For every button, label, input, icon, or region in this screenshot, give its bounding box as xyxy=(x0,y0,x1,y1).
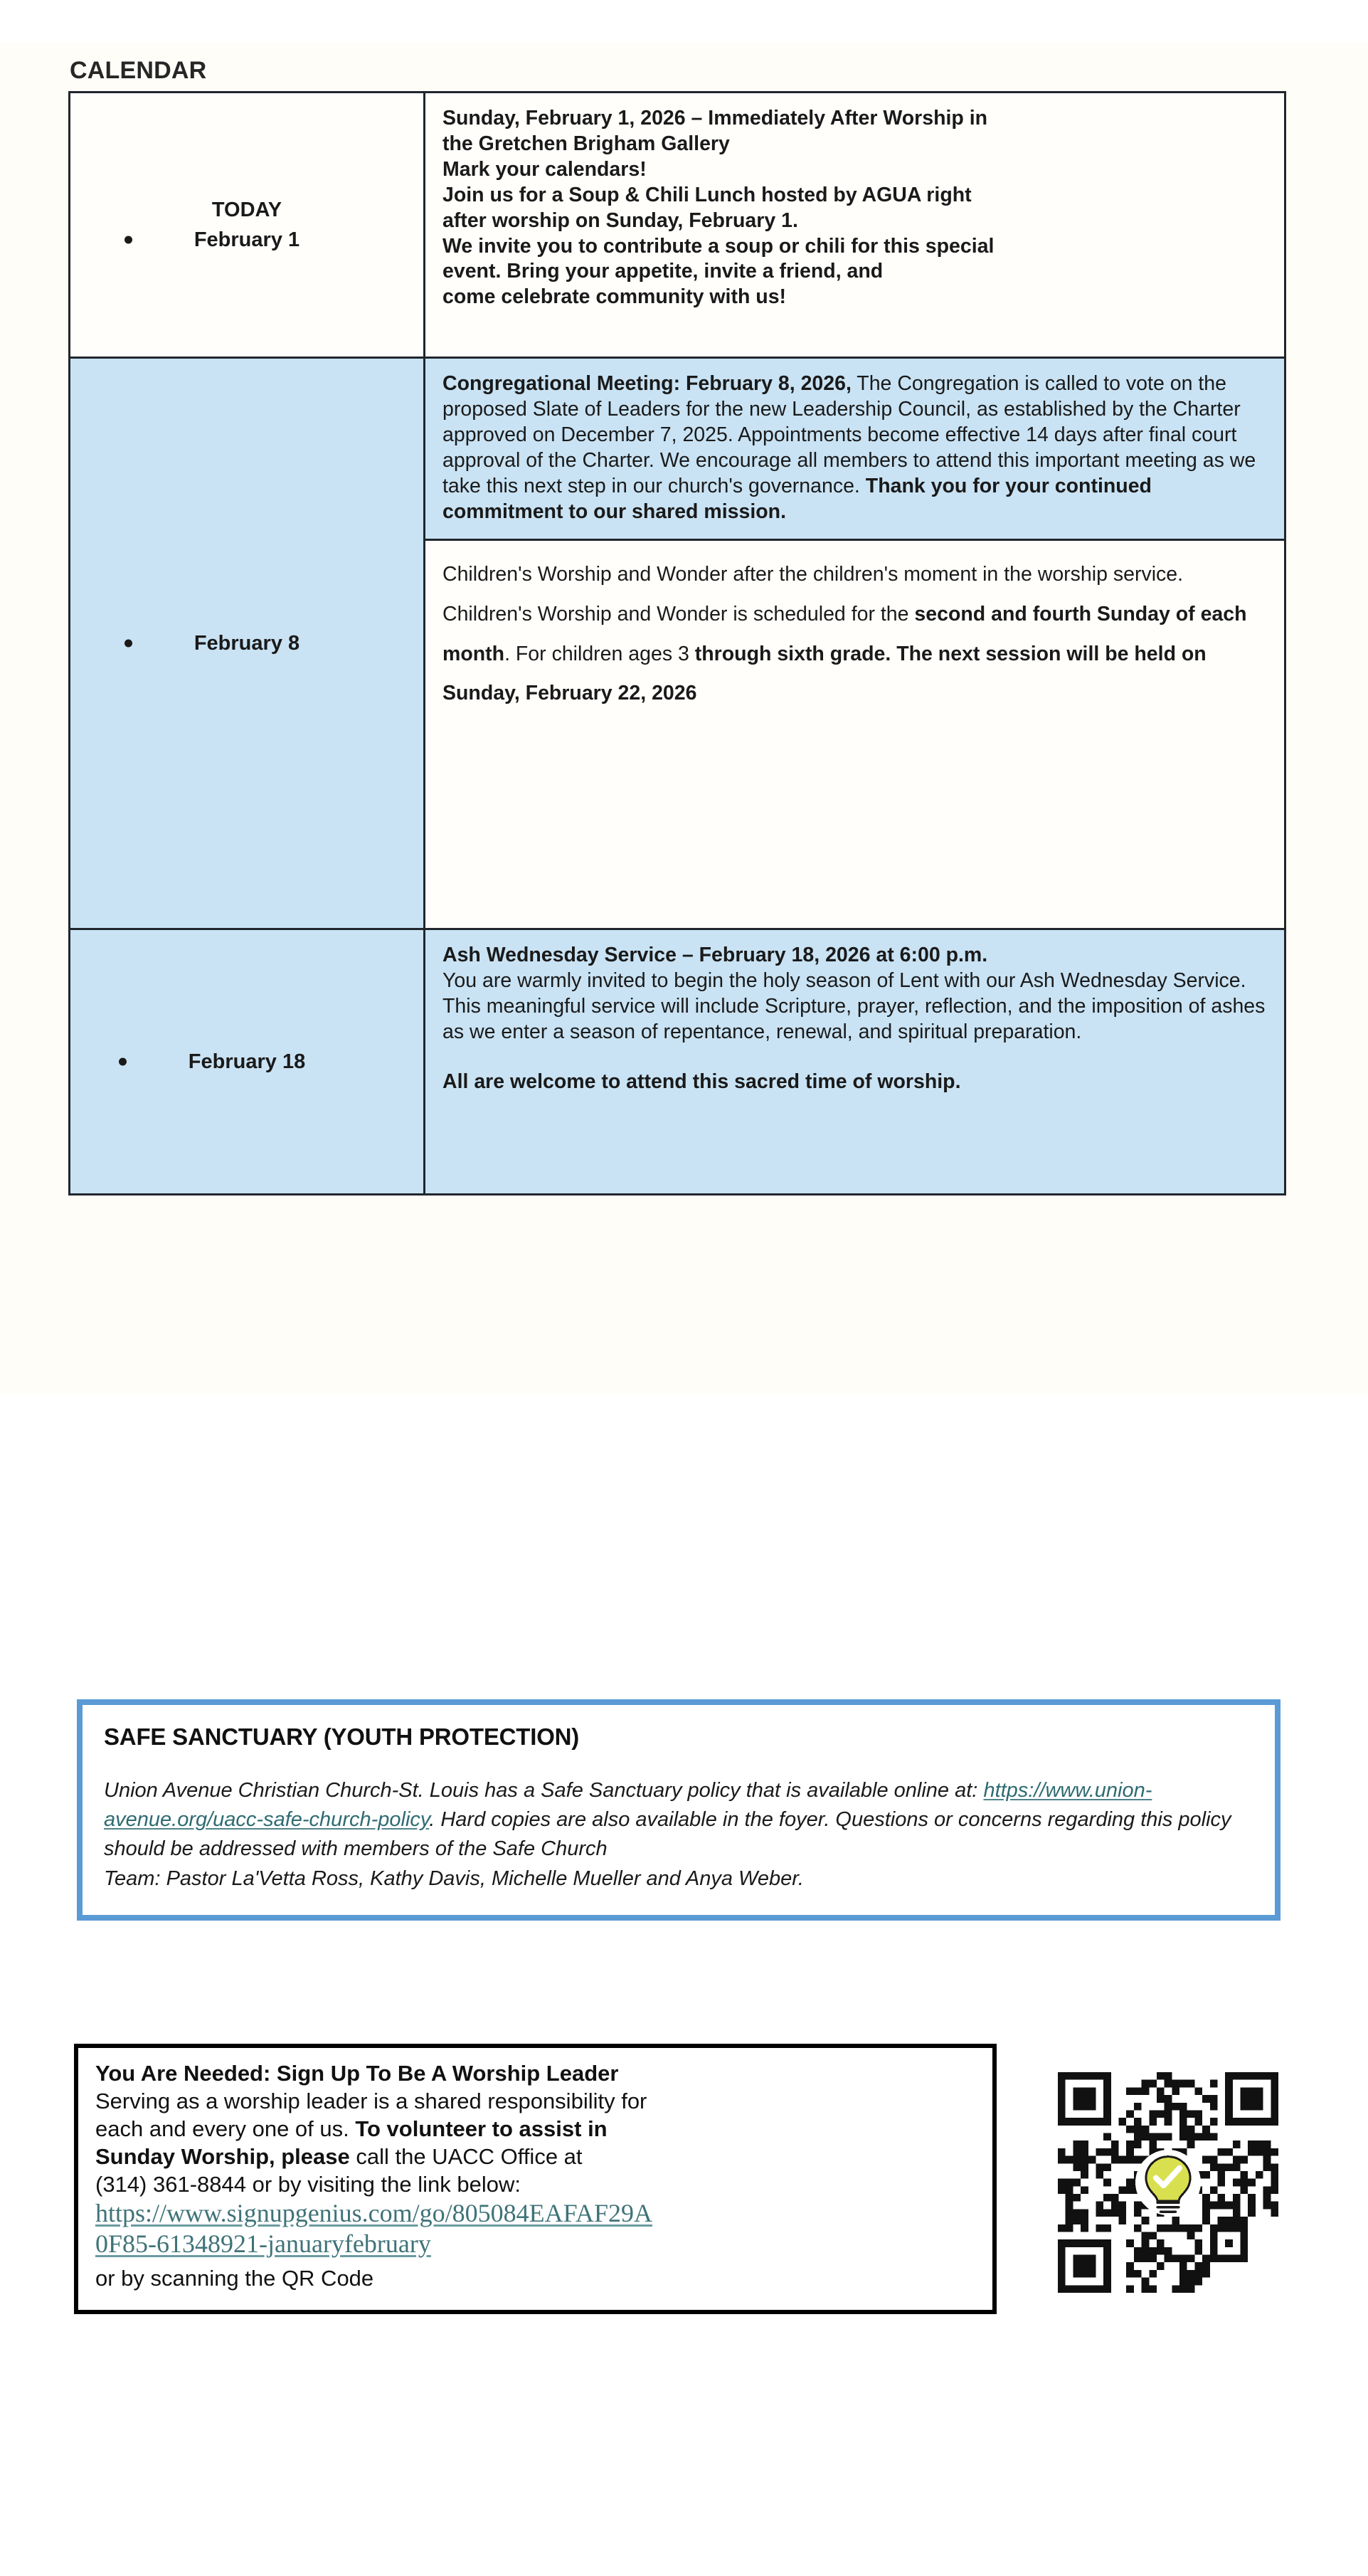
worship-leader-line-3 xyxy=(95,2143,977,2170)
spacer xyxy=(442,1045,1268,1070)
signupgenius-link-line-1[interactable]: https://www.signupgenius.com/go/805084EAFAF29A xyxy=(95,2199,653,2228)
table-row xyxy=(70,358,1285,929)
calendar-date-cell-feb18 xyxy=(70,929,425,1195)
worship-leader-qr-note: or by scanning the QR Code xyxy=(95,2266,374,2291)
event-line: We invite you to contribute a soup or chili for this special xyxy=(442,234,995,258)
event-line: after worship on Sunday, February 1. xyxy=(442,208,798,232)
safe-church-team-line: Team: Pastor La'Vetta Ross, Kathy Davis, Michelle Mueller and Anya Weber. xyxy=(104,1867,804,1890)
event-line: the Gretchen Brigham Gallery xyxy=(442,132,730,155)
event-line: Sunday, February 1, 2026 – Immediately After Worship in xyxy=(442,107,988,130)
safe-church-policy-link[interactable]: https://www.union-avenue.org/uacc-safe-church-policy xyxy=(104,1779,1152,1832)
signupgenius-qr-code[interactable] xyxy=(1058,2072,1278,2293)
worship-leader-line-1: Serving as a worship leader is a shared responsibility for xyxy=(95,2089,647,2114)
worship-leader-title: You Are Needed: Sign Up To Be A Worship Leader xyxy=(95,2061,619,2086)
safe-text-before-link: Union Avenue Christian Church-St. Louis has a Safe Sanctuary policy that is available online at: xyxy=(104,1779,984,1802)
safe-text-after-link: . Hard copies are also available in the foyer. Questions or concerns regarding this policy should be addressed with members of the Safe Church xyxy=(104,1808,1231,1861)
bullet-icon xyxy=(119,1057,127,1065)
table-row xyxy=(70,93,1285,358)
ash-wednesday-title: Ash Wednesday Service – February 18, 2026 at 6:00 p.m. xyxy=(442,944,988,966)
today-label: TODAY xyxy=(211,198,282,221)
safe-sanctuary-paragraph xyxy=(104,1776,1253,1864)
ash-wednesday-closing: All are welcome to attend this sacred time of worship. xyxy=(442,1070,961,1093)
worship-line2-normal: each and every one of us. xyxy=(95,2116,356,2142)
calendar-body-cell-feb8 xyxy=(425,358,1285,929)
worship-line3-bold: Sunday Worship, please xyxy=(95,2144,350,2170)
meeting-closing: Thank you for your continued commitment to our shared mission. xyxy=(442,474,1152,523)
ww-schedule-bold: second and fourth Sunday of each month xyxy=(442,603,1247,665)
ww-next-session: through sixth grade. The next session will be held on Sunday, February 22, 2026 xyxy=(442,642,1207,705)
worship-line2-bold: To volunteer to assist in xyxy=(355,2116,608,2142)
bullet-icon xyxy=(124,639,132,647)
ww-paragraph-2c: . For children ages 3 xyxy=(504,642,695,665)
worship-leader-line-2 xyxy=(95,2115,977,2143)
worship-and-wonder-block xyxy=(425,541,1284,730)
safe-sanctuary-panel xyxy=(77,1699,1280,1921)
worship-leader-panel xyxy=(74,2044,997,2314)
lightbulb-icon xyxy=(1135,2150,1201,2215)
calendar-date-label: February 1 xyxy=(193,228,300,251)
ash-wednesday-body: You are warmly invited to begin the holy season of Lent with our Ash Wednesday Service. This meaningful service will include Scripture, prayer, reflection, and the imposition of ashes as we enter a season of repentance, renewal, and spiritual preparation. xyxy=(442,968,1266,1043)
calendar-table xyxy=(68,91,1286,1195)
calendar-date-cell-feb1 xyxy=(70,93,425,358)
worship-line3-normal: call the UACC Office at xyxy=(349,2144,583,2170)
calendar-body-cell-feb18 xyxy=(425,929,1285,1195)
meeting-title: Congregational Meeting: February 8, 2026, xyxy=(442,372,852,395)
ww-paragraph-1: Children's Worship and Wonder after the children's moment in the worship service. xyxy=(442,563,1184,586)
bullet-icon xyxy=(124,236,132,244)
congregational-meeting-block xyxy=(425,359,1284,541)
event-line: Join us for a Soup & Chili Lunch hosted by AGUA right xyxy=(442,183,972,206)
safe-sanctuary-title: SAFE SANCTUARY (YOUTH PROTECTION) xyxy=(104,1724,580,1750)
calendar-date-label: February 18 xyxy=(188,1050,306,1073)
page-title: CALENDAR xyxy=(70,57,207,84)
meeting-body: The Congregation is called to vote on the proposed Slate of Leaders for the new Leadership Council, as established by the Charter approved on December 7, 2025. Appointments become effective 14 days after final court approval of the Charter. We encourage all members to attend this important meeting as we take this next step in our church's governance. xyxy=(442,372,1256,497)
worship-leader-phone-line: (314) 361-8844 or by visiting the link below: xyxy=(95,2172,521,2197)
event-line: Mark your calendars! xyxy=(442,157,647,181)
event-line: come celebrate community with us! xyxy=(442,285,787,309)
event-line: event. Bring your appetite, invite a friend, and xyxy=(442,260,884,283)
signupgenius-link-line-2[interactable]: 0F85-61348921-januaryfebruary xyxy=(95,2229,431,2258)
calendar-body-cell-feb1 xyxy=(425,93,1285,358)
calendar-date-label: February 8 xyxy=(193,631,300,655)
calendar-date-cell-feb8 xyxy=(70,358,425,929)
table-row xyxy=(70,929,1285,1195)
ww-paragraph-2a: Children's Worship and Wonder is scheduled for the xyxy=(442,603,915,625)
